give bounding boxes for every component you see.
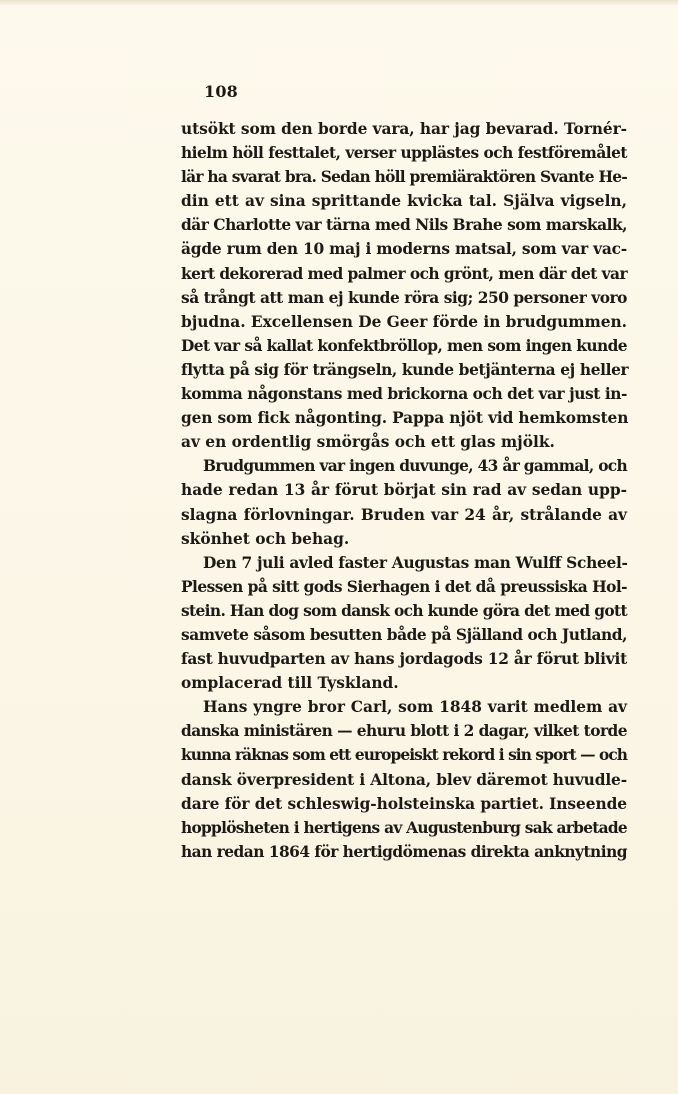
text-line: danska ministären — ehuru blott i 2 dagar, vilket torde (181, 722, 627, 741)
text-line: Den 7 juli avled faster Augustas man Wulff Scheel- (203, 553, 628, 572)
text-line: av en ordentlig smörgås och ett glas mjölk. (181, 433, 555, 452)
text-line: flytta på sig för trängseln, kunde betjänterna ej heller (181, 360, 629, 379)
text-line: samvete såsom besutten både på Själland och Jutland, (181, 625, 628, 644)
text-line: så trångt att man ej kunde röra sig; 250 personer voro (181, 288, 627, 307)
paragraph (181, 117, 627, 454)
text-line: slagna förlovningar. Bruden var 24 år, strålande av (181, 505, 627, 524)
paragraph (181, 695, 627, 864)
text-line: fast huvudparten av hans jordagods 12 år förut blivit (181, 650, 627, 669)
text-line: utsökt som den borde vara, har jag bevarad. Tornér- (181, 120, 627, 138)
text-line: komma någonstans med brickorna och det var just in- (181, 385, 627, 404)
text-line: där Charlotte var tärna med Nils Brahe som marskalk, (181, 216, 628, 235)
text-line: gen som fick någonting. Pappa njöt vid hemkomsten (181, 409, 629, 428)
text-line: skönhet och behag. (181, 529, 350, 548)
text-line: din ett av sina sprittande kvicka tal. Själva vigseln, (181, 192, 627, 211)
text-line: Hans yngre bror Carl, som 1848 varit medlem av (203, 698, 628, 717)
text-line: hopplösheten i hertigens av Augustenburg sak arbetade (181, 818, 627, 837)
text-line: hade redan 13 år förut börjat sin rad av sedan upp- (181, 481, 627, 500)
page-number: 108 (204, 82, 238, 101)
text-line: omplacerad till Tyskland. (181, 674, 399, 693)
text-line: Plessen på sitt gods Sierhagen i det då preussiska Hol- (181, 577, 628, 596)
text-line: kunna räknas som ett europeiskt rekord i sin sport — och (181, 746, 628, 765)
text-line: dansk överpresident i Altona, blev däremot huvudle- (181, 770, 627, 789)
text-line: stein. Han dog som dansk och kunde göra det med gott (181, 601, 628, 620)
text-line: Det var så kallat konfektbröllop, men som ingen kunde (181, 336, 627, 355)
text-line: lär ha svarat bra. Sedan höll premiäraktören Svante He- (181, 168, 628, 187)
text-line: kert dekorerad med palmer och grönt, men där det var (181, 264, 628, 283)
body-text (181, 117, 627, 864)
text-line: bjudna. Excellensen De Geer förde in brudgummen. (181, 312, 627, 331)
text-line: han redan 1864 för hertigdömenas direkta anknytning (181, 842, 627, 861)
text-line: ägde rum den 10 maj i moderns matsal, som var vac- (181, 240, 627, 259)
text-line: hielm höll festtalet, verser upplästes och festföremålet (181, 144, 627, 163)
text-line: Brudgummen var ingen duvunge, 43 år gammal, och (203, 457, 628, 476)
text-line: dare för det schleswig-holsteinska partiet. Inseende (181, 794, 628, 813)
page-top-edge (0, 0, 678, 6)
paragraph (181, 551, 627, 696)
paragraph (181, 454, 627, 550)
